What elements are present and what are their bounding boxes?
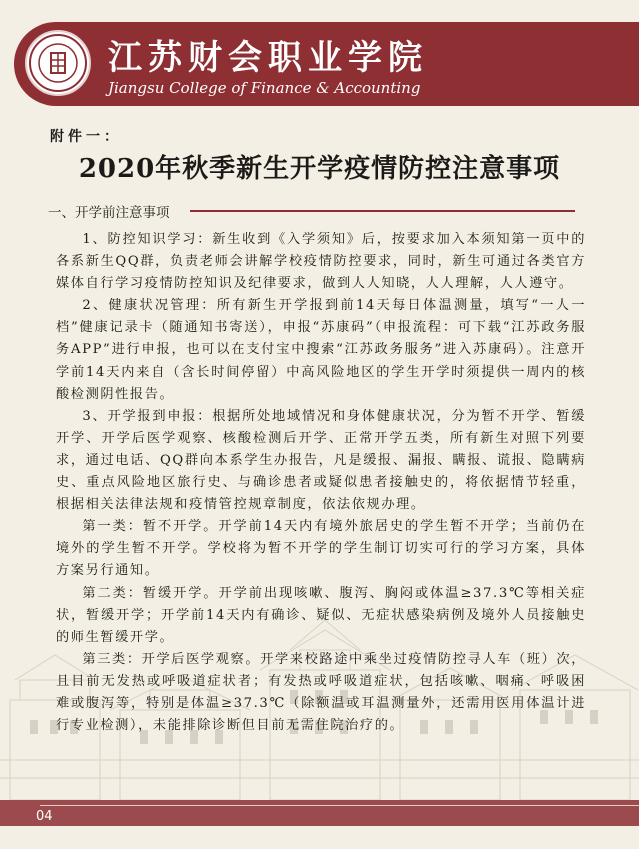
paragraph: 1、防控知识学习：新生收到《入学须知》后，按要求加入本须知第一页中的各系新生QQ群，负责老师会讲解学校疫情防控要求，同时，新生可通过各类官方媒体自行学习疫情防控知识及纪律要求，做到人人知晓，人人理解，人人遵守。 [56,232,586,292]
paragraph: 第一类：暂不开学。开学前14天内有境外旅居史的学生暂不开学；当前仍在境外的学生暂不开学。学校将为暂不开学的学生制订切实可行的学习方案，具体方案另行通知。 [56,519,586,579]
footer-band [0,826,639,849]
header [0,0,639,128]
paragraph: 第三类：开学后医学观察。开学来校路途中乘坐过疫情防控寻人车（班）次，且目前无发热或呼吸道症状者；有发热或呼吸道症状，包括咳嗽、咽痛、呼吸困难或腹泻等，特别是体温≥37.3℃（除额温或耳温测量外，还需用医用体温计进行专业检测），未能排除诊断但目前无需住院治疗的。 [56,651,586,734]
page-title: 2020年秋季新生开学疫情防控注意事项 [78,154,561,184]
paragraph: 3、开学报到申报：根据所处地域情况和身体健康状况，分为暂不开学、暂缓开学、开学后医学观察、核酸检测后开学、正常开学五类，所有新生对照下列要求，通过电话、QQ群向本系学生办报告，凡是缓报、漏报、瞒报、谎报、隐瞒病史、重点风险地区旅行史、与确诊患者或疑似患者接触史的，将依据情节轻重，根据相关法律法规和疫情管控规章制度，依法依规办理。 [56,408,586,513]
footer-divider [40,805,639,806]
college-seal-icon [25,30,91,96]
paragraph: 2、健康状况管理：所有新生开学报到前14天每日体温测量，填写“一人一档”健康记录卡（随通知书寄送），申报“苏康码”（申报流程：可下载“江苏政务服务APP”进行申报，也可以在支付宝中搜索“江苏政务服务”进入苏康码）。注意开学前14天内来自（含长时间停留）中高风险地区的学生开学时须提供一周内的核酸检测阴性报告。 [56,298,586,402]
section-heading: 一、开学前注意事项 [48,205,170,221]
paragraph: 第二类：暂缓开学。开学前出现咳嗽、腹泻、胸闷或体温≥37.3℃等相关症状，暂缓开学；开学前14天内有确诊、疑似、无症状感染病例及境外人员接触史的师生暂缓开学。 [56,585,586,645]
school-name-english: Jiangsu College of Finance & Accounting [108,79,421,97]
footer-bar [0,800,639,826]
school-name-chinese: 江苏财会职业学院 [108,38,428,78]
page-number: 04 [36,809,53,824]
attachment-label: 附件一： [50,129,122,145]
body-text [56,229,586,737]
section-divider [190,210,575,212]
